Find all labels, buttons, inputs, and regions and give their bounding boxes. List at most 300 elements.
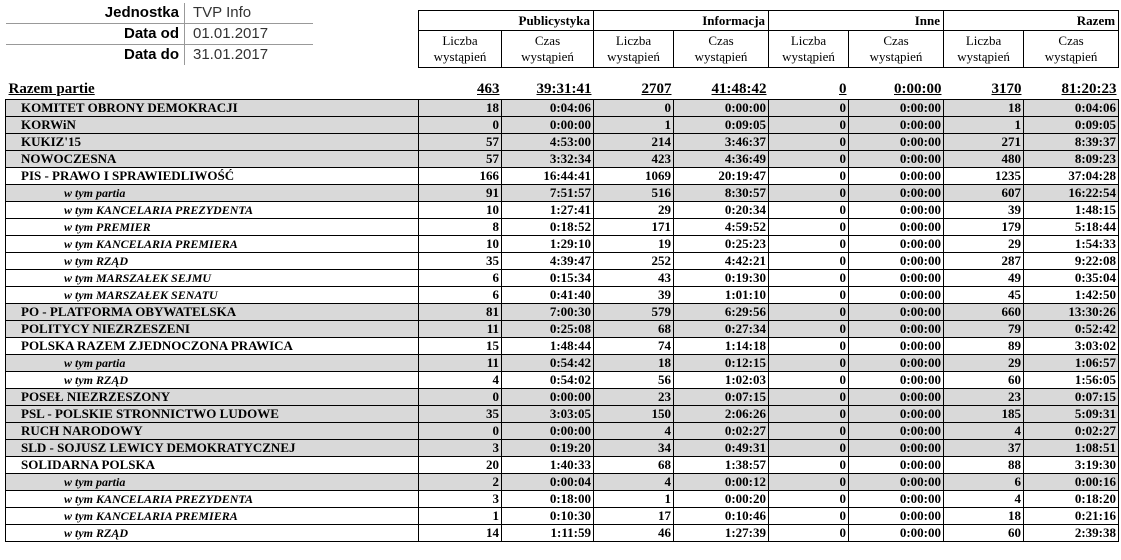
- cell-value: 0: [769, 372, 849, 389]
- cell-value: 0: [419, 389, 502, 406]
- cell-value: 1:14:18: [674, 338, 769, 355]
- cell-value: 2:06:26: [674, 406, 769, 423]
- cell-value: 0: [769, 457, 849, 474]
- cell-value: 1:38:57: [674, 457, 769, 474]
- cell-value: 1:54:33: [1024, 236, 1119, 253]
- cell-value: 0: [769, 270, 849, 287]
- cell-value: 56: [594, 372, 674, 389]
- cell-value: 45: [944, 287, 1024, 304]
- cell-value: 6: [419, 287, 502, 304]
- total-value: 39:31:41: [502, 80, 594, 100]
- cell-value: 0:09:05: [1024, 117, 1119, 134]
- cell-value: 0:00:00: [849, 338, 944, 355]
- table-row: [6, 372, 1119, 389]
- cell-value: 10: [419, 236, 502, 253]
- table-row: [6, 423, 1119, 440]
- cell-value: 0:18:52: [502, 219, 594, 236]
- cell-value: 0: [594, 100, 674, 117]
- cell-value: 18: [419, 100, 502, 117]
- cell-value: 0: [769, 287, 849, 304]
- cell-value: 60: [944, 525, 1024, 542]
- count-column-header: [769, 31, 849, 68]
- table-row: [6, 117, 1119, 134]
- cell-value: 1:06:57: [1024, 355, 1119, 372]
- cell-value: 0:00:00: [849, 134, 944, 151]
- cell-value: 20:19:47: [674, 168, 769, 185]
- data-od-value: 01.01.2017: [185, 24, 314, 45]
- cell-value: 37:04:28: [1024, 168, 1119, 185]
- cell-value: 1:02:03: [674, 372, 769, 389]
- cell-value: 57: [419, 151, 502, 168]
- cell-value: 171: [594, 219, 674, 236]
- cell-value: 23: [594, 389, 674, 406]
- cell-value: 7:51:57: [502, 185, 594, 202]
- table-row: [6, 321, 1119, 338]
- cell-value: 252: [594, 253, 674, 270]
- cell-value: 3:46:37: [674, 134, 769, 151]
- cell-value: 0:27:34: [674, 321, 769, 338]
- cell-value: 15: [419, 338, 502, 355]
- cell-value: 480: [944, 151, 1024, 168]
- data-do-label: Data do: [6, 45, 185, 66]
- cell-value: 0:00:00: [849, 219, 944, 236]
- cell-value: 0:00:04: [502, 474, 594, 491]
- cell-value: 89: [944, 338, 1024, 355]
- cell-value: 1:08:51: [1024, 440, 1119, 457]
- row-label: PIS - PRAWO I SPRAWIEDLIWOŚĆ: [6, 168, 419, 185]
- data-od-label: Data od: [6, 24, 185, 45]
- row-label: POLITYCY NIEZRZESZENI: [6, 321, 419, 338]
- cell-value: 37: [944, 440, 1024, 457]
- group-informacja: Informacja: [594, 11, 769, 31]
- header-line: Czas: [708, 33, 734, 48]
- table-row: [6, 219, 1119, 236]
- cell-value: 7:00:30: [502, 304, 594, 321]
- cell-value: 0: [769, 100, 849, 117]
- table-row: [6, 491, 1119, 508]
- row-label: w tym KANCELARIA PREMIERA: [6, 508, 419, 525]
- cell-value: 0:00:00: [849, 355, 944, 372]
- cell-value: 1:48:15: [1024, 202, 1119, 219]
- row-label: PSL - POLSKIE STRONNICTWO LUDOWE: [6, 406, 419, 423]
- table-row: [6, 100, 1119, 117]
- cell-value: 0:00:00: [849, 185, 944, 202]
- cell-value: 39: [944, 202, 1024, 219]
- cell-value: 68: [594, 321, 674, 338]
- cell-value: 18: [594, 355, 674, 372]
- cell-value: 1069: [594, 168, 674, 185]
- cell-value: 16:22:54: [1024, 185, 1119, 202]
- column-header: [418, 10, 1119, 68]
- row-label: w tym MARSZAŁEK SENATU: [6, 287, 419, 304]
- cell-value: 0:00:00: [849, 321, 944, 338]
- cell-value: 3:03:05: [502, 406, 594, 423]
- cell-value: 0: [769, 491, 849, 508]
- row-label: w tym MARSZAŁEK SEJMU: [6, 270, 419, 287]
- total-value: 463: [419, 80, 502, 100]
- cell-value: 1235: [944, 168, 1024, 185]
- group-publicystyka: Publicystyka: [419, 11, 594, 31]
- total-value: 0:00:00: [849, 80, 944, 100]
- table-row: [6, 202, 1119, 219]
- jednostka-label: Jednostka: [6, 3, 185, 24]
- table-row: [6, 253, 1119, 270]
- cell-value: 185: [944, 406, 1024, 423]
- cell-value: 11: [419, 321, 502, 338]
- time-column-header: [1024, 31, 1119, 68]
- cell-value: 0:19:20: [502, 440, 594, 457]
- table-row: [6, 406, 1119, 423]
- cell-value: 0:00:12: [674, 474, 769, 491]
- cell-value: 35: [419, 406, 502, 423]
- table-row: [6, 474, 1119, 491]
- row-label: w tym PREMIER: [6, 219, 419, 236]
- cell-value: 0: [769, 440, 849, 457]
- total-value: 41:48:42: [674, 80, 769, 100]
- cell-value: 0:15:34: [502, 270, 594, 287]
- cell-value: 0:00:00: [849, 253, 944, 270]
- cell-value: 1:29:10: [502, 236, 594, 253]
- cell-value: 1: [594, 117, 674, 134]
- cell-value: 0:00:00: [849, 474, 944, 491]
- total-value: 2707: [594, 80, 674, 100]
- cell-value: 3: [419, 440, 502, 457]
- cell-value: 0:00:00: [849, 372, 944, 389]
- cell-value: 1: [419, 508, 502, 525]
- row-label: w tym RZĄD: [6, 525, 419, 542]
- cell-value: 0: [769, 474, 849, 491]
- header-line: Liczba: [615, 33, 652, 48]
- cell-value: 0:07:15: [1024, 389, 1119, 406]
- table-row: [6, 304, 1119, 321]
- cell-value: 0:00:00: [502, 389, 594, 406]
- cell-value: 88: [944, 457, 1024, 474]
- total-label: Razem partie: [6, 80, 419, 100]
- cell-value: 6: [944, 474, 1024, 491]
- cell-value: 0:00:00: [849, 508, 944, 525]
- cell-value: 4:53:00: [502, 134, 594, 151]
- cell-value: 1:40:33: [502, 457, 594, 474]
- table-row: [6, 355, 1119, 372]
- cell-value: 1:11:59: [502, 525, 594, 542]
- cell-value: 607: [944, 185, 1024, 202]
- table-row: [6, 287, 1119, 304]
- cell-value: 0:00:00: [849, 117, 944, 134]
- table-row: [6, 151, 1119, 168]
- cell-value: 2: [419, 474, 502, 491]
- row-label: w tym partia: [6, 355, 419, 372]
- cell-value: 0: [769, 117, 849, 134]
- count-column-header: [594, 31, 674, 68]
- row-label: POSEŁ NIEZRZESZONY: [6, 389, 419, 406]
- header-line: wystąpień: [433, 49, 487, 64]
- cell-value: 0: [769, 168, 849, 185]
- header-line: Czas: [883, 33, 909, 48]
- table-row: [6, 508, 1119, 525]
- cell-value: 29: [594, 202, 674, 219]
- cell-value: 0: [769, 406, 849, 423]
- header-line: wystąpień: [1044, 49, 1098, 64]
- time-column-header: [502, 31, 594, 68]
- cell-value: 81: [419, 304, 502, 321]
- cell-value: 1:42:50: [1024, 287, 1119, 304]
- row-label: RUCH NARODOWY: [6, 423, 419, 440]
- row-label: SLD - SOJUSZ LEWICY DEMOKRATYCZNEJ: [6, 440, 419, 457]
- cell-value: 660: [944, 304, 1024, 321]
- cell-value: 4: [944, 491, 1024, 508]
- row-label: KORWiN: [6, 117, 419, 134]
- total-value: 3170: [944, 80, 1024, 100]
- cell-value: 0:00:00: [849, 491, 944, 508]
- cell-value: 0:00:00: [849, 270, 944, 287]
- row-label: POLSKA RAZEM ZJEDNOCZONA PRAWICA: [6, 338, 419, 355]
- cell-value: 0: [769, 355, 849, 372]
- cell-value: 271: [944, 134, 1024, 151]
- row-label: w tym partia: [6, 185, 419, 202]
- cell-value: 14: [419, 525, 502, 542]
- cell-value: 57: [419, 134, 502, 151]
- cell-value: 3:32:34: [502, 151, 594, 168]
- cell-value: 0:00:00: [849, 457, 944, 474]
- cell-value: 0: [769, 389, 849, 406]
- cell-value: 18: [944, 508, 1024, 525]
- cell-value: 4:59:52: [674, 219, 769, 236]
- cell-value: 60: [944, 372, 1024, 389]
- cell-value: 46: [594, 525, 674, 542]
- cell-value: 4: [594, 474, 674, 491]
- cell-value: 35: [419, 253, 502, 270]
- cell-value: 0: [769, 151, 849, 168]
- cell-value: 5:09:31: [1024, 406, 1119, 423]
- cell-value: 4:36:49: [674, 151, 769, 168]
- data-do-value: 31.01.2017: [185, 45, 314, 66]
- cell-value: 0: [769, 134, 849, 151]
- cell-value: 0: [769, 423, 849, 440]
- table-row: [6, 185, 1119, 202]
- header-line: wystąpień: [694, 49, 748, 64]
- total-value: 81:20:23: [1024, 80, 1119, 100]
- cell-value: 0:21:16: [1024, 508, 1119, 525]
- cell-value: 23: [944, 389, 1024, 406]
- cell-value: 19: [594, 236, 674, 253]
- cell-value: 1: [944, 117, 1024, 134]
- cell-value: 68: [594, 457, 674, 474]
- cell-value: 9:22:08: [1024, 253, 1119, 270]
- cell-value: 0:20:34: [674, 202, 769, 219]
- cell-value: 18: [944, 100, 1024, 117]
- cell-value: 0:00:00: [849, 236, 944, 253]
- cell-value: 13:30:26: [1024, 304, 1119, 321]
- cell-value: 4: [944, 423, 1024, 440]
- cell-value: 423: [594, 151, 674, 168]
- row-label: w tym RZĄD: [6, 253, 419, 270]
- cell-value: 0:00:00: [849, 202, 944, 219]
- group-razem: Razem: [944, 11, 1119, 31]
- cell-value: 0: [769, 219, 849, 236]
- table-row: [6, 457, 1119, 474]
- cell-value: 0:02:27: [674, 423, 769, 440]
- table-row: [6, 525, 1119, 542]
- cell-value: 2:39:38: [1024, 525, 1119, 542]
- cell-value: 0:54:02: [502, 372, 594, 389]
- cell-value: 579: [594, 304, 674, 321]
- cell-value: 0: [419, 117, 502, 134]
- row-label: w tym KANCELARIA PREZYDENTA: [6, 491, 419, 508]
- cell-value: 0: [769, 338, 849, 355]
- cell-value: 29: [944, 355, 1024, 372]
- cell-value: 0: [769, 508, 849, 525]
- cell-value: 5:18:44: [1024, 219, 1119, 236]
- time-column-header: [674, 31, 769, 68]
- row-label: w tym KANCELARIA PREMIERA: [6, 236, 419, 253]
- header-line: wystąpień: [782, 49, 835, 64]
- cell-value: 16:44:41: [502, 168, 594, 185]
- cell-value: 8:39:37: [1024, 134, 1119, 151]
- cell-value: 91: [419, 185, 502, 202]
- cell-value: 0: [769, 525, 849, 542]
- cell-value: 3:03:02: [1024, 338, 1119, 355]
- table-row: [6, 338, 1119, 355]
- cell-value: 11: [419, 355, 502, 372]
- cell-value: 1:56:05: [1024, 372, 1119, 389]
- cell-value: 0:25:08: [502, 321, 594, 338]
- table-row: [6, 389, 1119, 406]
- cell-value: 0:00:00: [674, 100, 769, 117]
- cell-value: 179: [944, 219, 1024, 236]
- cell-value: 0:49:31: [674, 440, 769, 457]
- row-label: SOLIDARNA POLSKA: [6, 457, 419, 474]
- cell-value: 0:00:00: [849, 100, 944, 117]
- cell-value: 0: [769, 202, 849, 219]
- header-line: wystąpień: [607, 49, 660, 64]
- cell-value: 0:00:00: [849, 406, 944, 423]
- cell-value: 1:48:44: [502, 338, 594, 355]
- header-line: Czas: [534, 33, 561, 48]
- header-line: Liczba: [442, 33, 478, 48]
- total-row: [6, 80, 1119, 100]
- cell-value: 0: [769, 321, 849, 338]
- row-label: KUKIZ'15: [6, 134, 419, 151]
- cell-value: 3:19:30: [1024, 457, 1119, 474]
- results-table: [5, 80, 1119, 542]
- report-meta: [6, 3, 313, 65]
- cell-value: 6: [419, 270, 502, 287]
- cell-value: 29: [944, 236, 1024, 253]
- header-line: Liczba: [790, 33, 827, 48]
- cell-value: 516: [594, 185, 674, 202]
- cell-value: 0: [769, 236, 849, 253]
- cell-value: 0:00:00: [502, 117, 594, 134]
- cell-value: 0: [769, 304, 849, 321]
- cell-value: 0:09:05: [674, 117, 769, 134]
- cell-value: 74: [594, 338, 674, 355]
- cell-value: 79: [944, 321, 1024, 338]
- table-row: [6, 134, 1119, 151]
- cell-value: 0:10:46: [674, 508, 769, 525]
- table-row: [6, 440, 1119, 457]
- header-line: wystąpień: [957, 49, 1010, 64]
- cell-value: 1:01:10: [674, 287, 769, 304]
- cell-value: 0:25:23: [674, 236, 769, 253]
- jednostka-value: TVP Info: [193, 4, 252, 21]
- cell-value: 0:52:42: [1024, 321, 1119, 338]
- cell-value: 8:09:23: [1024, 151, 1119, 168]
- row-label: w tym partia: [6, 474, 419, 491]
- cell-value: 0:00:00: [849, 389, 944, 406]
- cell-value: 0:18:20: [1024, 491, 1119, 508]
- cell-value: 1:27:39: [674, 525, 769, 542]
- cell-value: 166: [419, 168, 502, 185]
- cell-value: 8: [419, 219, 502, 236]
- total-value: 0: [769, 80, 849, 100]
- cell-value: 0: [769, 253, 849, 270]
- cell-value: 0:00:00: [849, 287, 944, 304]
- cell-value: 0:07:15: [674, 389, 769, 406]
- cell-value: 0:19:30: [674, 270, 769, 287]
- row-label: KOMITET OBRONY DEMOKRACJI: [6, 100, 419, 117]
- cell-value: 34: [594, 440, 674, 457]
- row-label: NOWOCZESNA: [6, 151, 419, 168]
- count-column-header: [419, 31, 502, 68]
- cell-value: 0:00:00: [849, 423, 944, 440]
- cell-value: 0:00:00: [849, 525, 944, 542]
- cell-value: 0: [769, 185, 849, 202]
- cell-value: 0:04:06: [1024, 100, 1119, 117]
- table-row: [6, 270, 1119, 287]
- table-row: [6, 236, 1119, 253]
- row-label: w tym KANCELARIA PREZYDENTA: [6, 202, 419, 219]
- cell-value: 17: [594, 508, 674, 525]
- time-column-header: [849, 31, 944, 68]
- cell-value: 0:04:06: [502, 100, 594, 117]
- cell-value: 4:42:21: [674, 253, 769, 270]
- cell-value: 43: [594, 270, 674, 287]
- cell-value: 214: [594, 134, 674, 151]
- cell-value: 0:00:00: [849, 440, 944, 457]
- group-inne: Inne: [769, 11, 944, 31]
- cell-value: 49: [944, 270, 1024, 287]
- cell-value: 0:00:00: [849, 151, 944, 168]
- cell-value: 0:54:42: [502, 355, 594, 372]
- cell-value: 0:18:00: [502, 491, 594, 508]
- count-column-header: [944, 31, 1024, 68]
- cell-value: 1: [594, 491, 674, 508]
- cell-value: 0:41:40: [502, 287, 594, 304]
- cell-value: 150: [594, 406, 674, 423]
- cell-value: 3: [419, 491, 502, 508]
- row-label: w tym RZĄD: [6, 372, 419, 389]
- cell-value: 0:00:00: [849, 304, 944, 321]
- header-line: wystąpień: [869, 49, 923, 64]
- cell-value: 6:29:56: [674, 304, 769, 321]
- cell-value: 0:00:16: [1024, 474, 1119, 491]
- cell-value: 0:12:15: [674, 355, 769, 372]
- cell-value: 10: [419, 202, 502, 219]
- cell-value: 0:00:00: [849, 168, 944, 185]
- cell-value: 4:39:47: [502, 253, 594, 270]
- cell-value: 0:35:04: [1024, 270, 1119, 287]
- cell-value: 0:00:20: [674, 491, 769, 508]
- header-line: Liczba: [965, 33, 1002, 48]
- cell-value: 20: [419, 457, 502, 474]
- header-line: Czas: [1058, 33, 1084, 48]
- table-row: [6, 168, 1119, 185]
- cell-value: 0:10:30: [502, 508, 594, 525]
- header-line: wystąpień: [521, 49, 574, 64]
- cell-value: 0:00:00: [502, 423, 594, 440]
- cell-value: 1:27:41: [502, 202, 594, 219]
- cell-value: 4: [594, 423, 674, 440]
